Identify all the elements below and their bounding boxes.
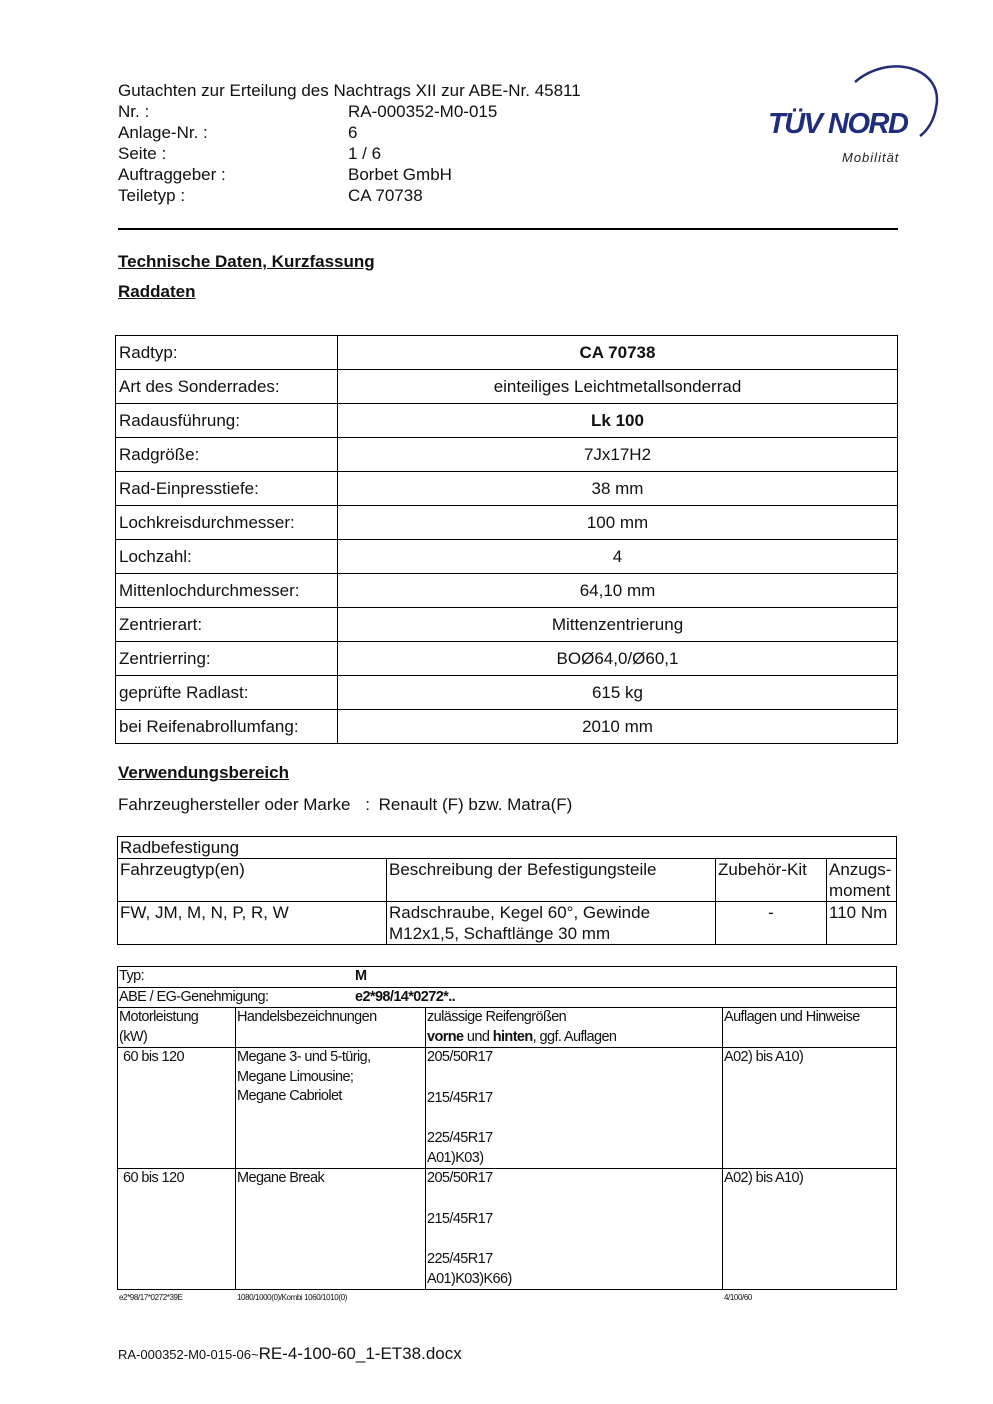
hersteller-value: Renault (F) bzw. Matra(F) — [378, 795, 573, 814]
table-row: Lochzahl: 4 — [116, 540, 898, 574]
table-row: Art des Sonderrades: einteiliges Leichtmetallsonderrad — [116, 370, 898, 404]
table-row: Lochkreisdurchmesser: 100 mm — [116, 506, 898, 540]
header-row-seite: Seite : 1 / 6 — [118, 144, 382, 163]
table-row: geprüfte Radlast: 615 kg — [116, 676, 898, 710]
footer-doc-id: RA-000352-M0-015-06~ — [118, 1347, 259, 1362]
table-row: 60 bis 120 Megane 3- und 5-türig, Megane Limousine; Megane Cabriolet 205/50R17 215/45R17 225/45R17 A01)K03) A02) bis A10) — [118, 1048, 897, 1169]
header-row-anlage: Anlage-Nr. : 6 — [118, 123, 358, 142]
document-header — [118, 80, 581, 206]
header-row-teiletyp: Teiletyp : CA 70738 — [118, 186, 423, 205]
tuv-nord-logo — [760, 58, 940, 173]
abe-value: e2*98/14*0272*.. — [355, 988, 456, 1005]
table-row: Zentrierring: BOØ64,0/Ø60,1 — [116, 642, 898, 676]
table-footnote-1: e2*98/17*0272*39E — [119, 1293, 183, 1302]
table-footnote-2: 1080/1000(0)/Kombi 1060/1010(0) — [237, 1293, 347, 1302]
logo-sub-text: Mobilität — [842, 150, 900, 165]
logo-brand-text: TÜV NORD — [768, 108, 908, 140]
header-divider — [118, 228, 898, 230]
table-row: Zentrierart: Mittenzentrierung — [116, 608, 898, 642]
raddaten-table — [115, 335, 898, 744]
header-title: Gutachten zur Erteilung des Nachtrags XII zur ABE-Nr. 45811 — [118, 81, 581, 100]
footer-filename: RE-4-100-60_1-ET38.docx — [258, 1344, 462, 1363]
typ-label: Typ: — [119, 968, 144, 984]
table-row: bei Reifenabrollumfang: 2010 mm — [116, 710, 898, 744]
table-row: FW, JM, M, N, P, R, W Radschraube, Kegel 60°, Gewinde M12x1,5, Schaftlänge 30 mm - 110 Nm — [118, 902, 897, 945]
table-row — [118, 967, 897, 988]
table-row: Fahrzeugtyp(en) Beschreibung der Befestigungsteile Zubehör-Kit Anzugs- moment — [118, 859, 897, 902]
verwendung-title: Verwendungsbereich — [118, 763, 289, 782]
table-row: Motorleistung (kW) Handelsbezeichnungen zulässige Reifengrößen vorne und hinten, ggf. Auflagen Auflagen und Hinweise — [118, 1008, 897, 1048]
table-row: Radtyp: CA 70738 — [116, 336, 898, 370]
table-row: Rad-Einpresstiefe: 38 mm — [116, 472, 898, 506]
radbefestigung-title: Radbefestigung — [118, 837, 897, 859]
section-subtitle: Raddaten — [118, 282, 196, 301]
hersteller-label: Fahrzeughersteller oder Marke — [118, 795, 351, 814]
typ-value: M — [355, 968, 367, 984]
table-row: Radgröße: 7Jx17H2 — [116, 438, 898, 472]
radbefestigung-table — [117, 836, 897, 945]
table-row: Mittenlochdurchmesser: 64,10 mm — [116, 574, 898, 608]
table-row: Radausführung: Lk 100 — [116, 404, 898, 438]
table-footnote-3: 4/100/60 — [724, 1293, 752, 1302]
table-row: 60 bis 120 Megane Break 205/50R17 215/45R17 225/45R17 A01)K03)K66) A02) bis A10) — [118, 1169, 897, 1290]
abe-label: ABE / EG-Genehmigung: — [119, 988, 269, 1005]
page-footer — [118, 1344, 462, 1364]
table-row — [118, 837, 897, 859]
typ-table — [117, 966, 897, 1290]
hersteller-line — [118, 795, 572, 815]
header-row-nr: Nr. : RA-000352-M0-015 — [118, 102, 498, 121]
table-row — [118, 987, 897, 1008]
header-row-auftraggeber: Auftraggeber : Borbet GmbH — [118, 165, 452, 184]
section-title: Technische Daten, Kurzfassung — [118, 252, 375, 271]
hersteller-sep: : — [365, 795, 370, 814]
